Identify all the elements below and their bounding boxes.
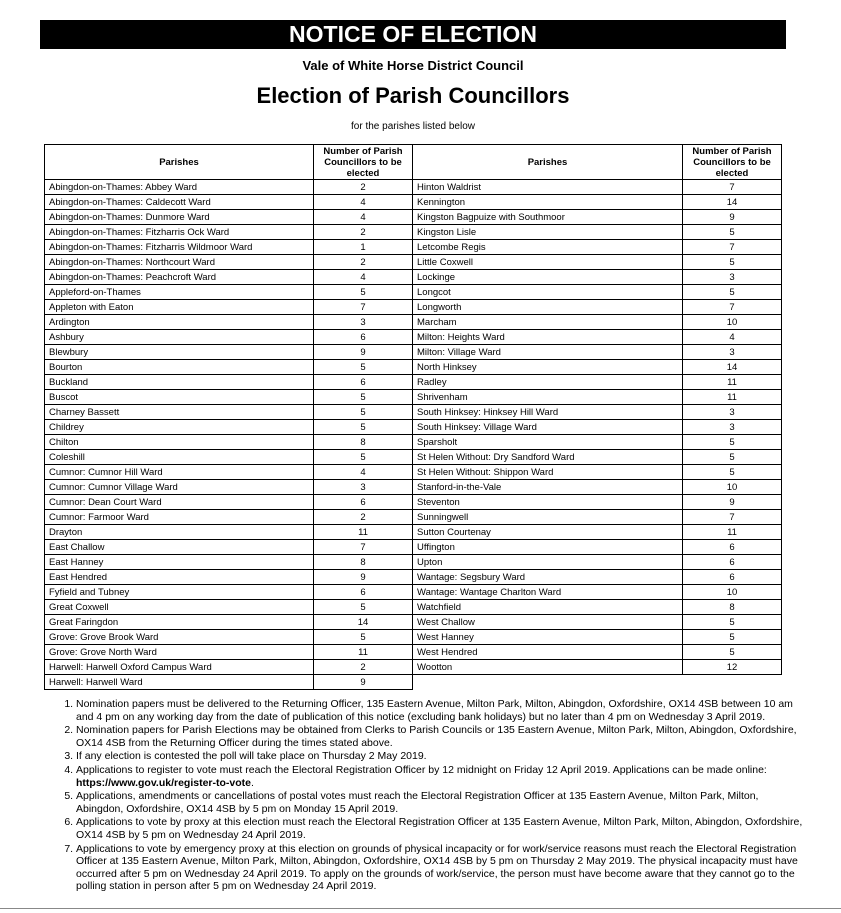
table-row [413,630,782,645]
parish-name: Abingdon-on-Thames: Caldecott Ward [45,195,314,210]
councillor-count: 2 [314,660,413,675]
parish-name: Cumnor: Farmoor Ward [45,510,314,525]
table-row [45,630,413,645]
table-row [413,285,782,300]
page-subtitle: for the parishes listed below [351,121,475,132]
councillor-count: 7 [314,540,413,555]
councillor-count: 9 [314,345,413,360]
councillor-count: 5 [683,615,782,630]
parish-name: Milton: Village Ward [413,345,683,360]
note-item: 5. Applications, amendments or cancellations of postal votes must reach the Electoral Registration Officer at 135 Eastern Avenue, Milton Park, Milton, Abingdon, Oxfordshire, OX14 4SB by 5 pm on Monday 15 April 2019. [76,790,806,815]
councillor-count: 9 [314,675,413,690]
parish-name: Little Coxwell [413,255,683,270]
count-header: Number of Parish Councillors to be elected [314,145,413,180]
table-row [45,390,413,405]
table-row [45,450,413,465]
note-item: 3. If any election is contested the poll will take place on Thursday 2 May 2019. [76,750,806,763]
councillor-count: 2 [314,510,413,525]
councillor-count: 10 [683,315,782,330]
note-item: 1. Nomination papers must be delivered to the Returning Officer, 135 Eastern Avenue, Milton Park, Milton, Abingdon, Oxfordshire, OX14 4SB between 10 am and 4 pm on any working day from the date of publication of this notice (excluding bank holidays) but no later than 4 pm on Wednesday 3 April 2019. [76,698,806,723]
parish-name: Stanford-in-the-Vale [413,480,683,495]
councillor-count: 14 [314,615,413,630]
parish-name: St Helen Without: Shippon Ward [413,465,683,480]
parish-name: Shrivenham [413,390,683,405]
table-row [45,435,413,450]
parish-name: North Hinksey [413,360,683,375]
table-row [413,600,782,615]
parish-name: Longcot [413,285,683,300]
parish-name: Abingdon-on-Thames: Dunmore Ward [45,210,314,225]
parish-name: Cumnor: Cumnor Hill Ward [45,465,314,480]
councillor-count: 4 [314,465,413,480]
table-row [413,570,782,585]
parish-name: Bourton [45,360,314,375]
notice-banner: NOTICE OF ELECTION [40,20,786,49]
table-row [413,615,782,630]
parish-name: South Hinksey: Village Ward [413,420,683,435]
councillor-count: 5 [314,390,413,405]
parish-name: Fyfield and Tubney [45,585,314,600]
councillor-count: 4 [314,270,413,285]
councillor-count: 11 [683,375,782,390]
councillor-count: 5 [683,450,782,465]
councillor-count: 6 [314,375,413,390]
table-row [45,195,413,210]
parish-name: Abingdon-on-Thames: Fitzharris Wildmoor Ward [45,240,314,255]
parish-name: East Challow [45,540,314,555]
table-row [45,675,413,690]
parish-name: East Hendred [45,570,314,585]
councillor-count: 5 [314,405,413,420]
table-row [45,405,413,420]
table-row [413,645,782,660]
parish-name: Cumnor: Dean Court Ward [45,495,314,510]
parish-name: Milton: Heights Ward [413,330,683,345]
councillor-count: 11 [314,525,413,540]
councillor-count: 8 [314,555,413,570]
table-row [413,180,782,195]
table-row [413,270,782,285]
table-row [45,540,413,555]
councillor-count: 5 [683,285,782,300]
parish-name: South Hinksey: Hinksey Hill Ward [413,405,683,420]
councillor-count: 11 [683,390,782,405]
councillor-count: 5 [683,465,782,480]
parish-name: Coleshill [45,450,314,465]
table-row [413,540,782,555]
table-row [413,255,782,270]
parish-name: Ashbury [45,330,314,345]
parish-table-left [44,144,413,690]
table-row [45,270,413,285]
table-row [413,360,782,375]
table-row [45,645,413,660]
parish-name: Kingston Bagpuize with Southmoor [413,210,683,225]
table-row [45,225,413,240]
note-item: 6. Applications to vote by proxy at this election must reach the Electoral Registration Officer at 135 Eastern Avenue, Milton Park, Milton, Abingdon, Oxfordshire, OX14 4SB by 5 pm on Wednesday 24 April 2019. [76,816,806,841]
councillor-count: 2 [314,225,413,240]
table-row [413,195,782,210]
parish-name: Wantage: Segsbury Ward [413,570,683,585]
table-row [413,555,782,570]
parish-name: Kennington [413,195,683,210]
parish-name: Blewbury [45,345,314,360]
table-row [413,465,782,480]
count-header: Number of Parish Councillors to be elected [683,145,782,180]
table-header-row [45,145,413,180]
councillor-count: 10 [683,480,782,495]
parish-name: Sunningwell [413,510,683,525]
councillor-count: 9 [683,495,782,510]
table-row [45,495,413,510]
parish-name: Abingdon-on-Thames: Abbey Ward [45,180,314,195]
table-row [45,300,413,315]
table-header-row [413,145,782,180]
parish-name: Buckland [45,375,314,390]
parish-table-right [412,144,782,675]
parish-name: West Hanney [413,630,683,645]
parish-name: Grove: Grove North Ward [45,645,314,660]
parish-name: Upton [413,555,683,570]
councillor-count: 5 [683,630,782,645]
councillor-count: 6 [314,330,413,345]
table-row [45,660,413,675]
table-row [45,525,413,540]
parish-name: East Hanney [45,555,314,570]
table-row [45,420,413,435]
parish-name: Abingdon-on-Thames: Northcourt Ward [45,255,314,270]
table-row [413,225,782,240]
councillor-count: 5 [314,450,413,465]
table-row [45,255,413,270]
councillor-count: 14 [683,360,782,375]
councillor-count: 12 [683,660,782,675]
parish-name: Uffington [413,540,683,555]
parish-name: Chilton [45,435,314,450]
parish-name: Great Faringdon [45,615,314,630]
councillor-count: 2 [314,255,413,270]
parish-name: Drayton [45,525,314,540]
councillor-count: 4 [314,210,413,225]
table-row [45,360,413,375]
parish-name: Letcombe Regis [413,240,683,255]
table-row [413,405,782,420]
councillor-count: 9 [314,570,413,585]
parish-name: Harwell: Harwell Ward [45,675,314,690]
councillor-count: 5 [314,285,413,300]
parish-name: Watchfield [413,600,683,615]
councillor-count: 6 [683,555,782,570]
councillor-count: 9 [683,210,782,225]
parish-name: Grove: Grove Brook Ward [45,630,314,645]
councillor-count: 10 [683,585,782,600]
table-row [413,240,782,255]
parish-name: Hinton Waldrist [413,180,683,195]
table-row [413,495,782,510]
councillor-count: 5 [314,420,413,435]
councillor-count: 2 [314,180,413,195]
parish-name: Lockinge [413,270,683,285]
table-row [413,510,782,525]
parish-name: St Helen Without: Dry Sandford Ward [413,450,683,465]
table-row [45,555,413,570]
table-row [413,390,782,405]
parish-name: Great Coxwell [45,600,314,615]
parish-name: Steventon [413,495,683,510]
parish-name: Marcham [413,315,683,330]
table-row [45,570,413,585]
table-row [45,285,413,300]
councillor-count: 3 [314,480,413,495]
table-row [413,210,782,225]
table-row [45,615,413,630]
note-item: 7. Applications to vote by emergency proxy at this election on grounds of physical incapacity or for work/service reasons must reach the Electoral Registration Officer at 135 Eastern Avenue, Milton Park, Milton, Abingdon, Oxfordshire, OX14 4SB by 5 pm on Thursday 2 May 2019. The physical incapacity must have occurred after 5 pm on Wednesday 24 April 2019. To apply on the grounds of work/service, the person must have become aware that they cannot go to the polling station in person after 5 pm on Wednesday 24 April 2019. [76,843,806,893]
table-row [45,315,413,330]
councillor-count: 7 [683,300,782,315]
councillor-count: 3 [683,420,782,435]
parish-name: Wantage: Wantage Charlton Ward [413,585,683,600]
table-row [413,480,782,495]
parish-name: Longworth [413,300,683,315]
table-row [413,420,782,435]
parish-name: Charney Bassett [45,405,314,420]
parish-name: West Challow [413,615,683,630]
councillor-count: 11 [314,645,413,660]
councillor-count: 11 [683,525,782,540]
councillor-count: 4 [314,195,413,210]
parish-name: Ardington [45,315,314,330]
bottom-divider [0,908,841,909]
table-row [45,510,413,525]
table-row [45,480,413,495]
parish-name: Buscot [45,390,314,405]
note-item: 2. Nomination papers for Parish Elections may be obtained from Clerks to Parish Councils or 135 Eastern Avenue, Milton Park, Milton, Abingdon, Oxfordshire, OX14 4SB from the Returning Officer during the times stated above. [76,724,806,749]
councillor-count: 8 [683,600,782,615]
councillor-count: 5 [683,255,782,270]
table-row [45,465,413,480]
table-row [413,315,782,330]
parish-name: Abingdon-on-Thames: Peachcroft Ward [45,270,314,285]
table-row [45,375,413,390]
parish-name: Kingston Lisle [413,225,683,240]
table-row [413,585,782,600]
table-row [413,450,782,465]
parish-name: Harwell: Harwell Oxford Campus Ward [45,660,314,675]
councillor-count: 5 [314,630,413,645]
councillor-count: 7 [683,180,782,195]
councillor-count: 7 [683,510,782,525]
council-name: Vale of White Horse District Council [302,58,524,73]
table-row [45,330,413,345]
councillor-count: 5 [683,435,782,450]
table-row [413,375,782,390]
table-row [413,660,782,675]
table-row [45,240,413,255]
election-notes [56,698,806,894]
table-row [413,345,782,360]
parishes-header: Parishes [45,145,314,180]
councillor-count: 6 [683,570,782,585]
table-row [45,180,413,195]
table-row [413,435,782,450]
councillor-count: 14 [683,195,782,210]
table-row [413,300,782,315]
councillor-count: 5 [314,360,413,375]
table-row [45,585,413,600]
parish-name: Appleton with Eaton [45,300,314,315]
councillor-count: 5 [314,600,413,615]
parish-name: West Hendred [413,645,683,660]
parish-name: Appleford-on-Thames [45,285,314,300]
table-row [413,330,782,345]
councillor-count: 6 [314,495,413,510]
parishes-header: Parishes [413,145,683,180]
parish-name: Childrey [45,420,314,435]
councillor-count: 6 [314,585,413,600]
table-row [45,600,413,615]
table-row [45,210,413,225]
councillor-count: 5 [683,645,782,660]
councillor-count: 3 [683,345,782,360]
parish-name: Cumnor: Cumnor Village Ward [45,480,314,495]
councillor-count: 1 [314,240,413,255]
parish-name: Wootton [413,660,683,675]
councillor-count: 4 [683,330,782,345]
councillor-count: 3 [683,405,782,420]
table-row [45,345,413,360]
page-title: Election of Parish Councillors [256,83,570,108]
parish-name: Abingdon-on-Thames: Fitzharris Ock Ward [45,225,314,240]
register-link[interactable]: https://www.gov.uk/register-to-vote [76,776,252,789]
parish-name: Radley [413,375,683,390]
note-item: 4. Applications to register to vote must reach the Electoral Registration Officer by 12 midnight on Friday 12 April 2019. Applications can be made online: https://www.gov.uk/register-to-vote. [76,764,806,789]
table-row [413,525,782,540]
parish-name: Sparsholt [413,435,683,450]
councillor-count: 7 [314,300,413,315]
councillor-count: 3 [314,315,413,330]
councillor-count: 8 [314,435,413,450]
councillor-count: 3 [683,270,782,285]
councillor-count: 5 [683,225,782,240]
parish-name: Sutton Courtenay [413,525,683,540]
councillor-count: 7 [683,240,782,255]
councillor-count: 6 [683,540,782,555]
